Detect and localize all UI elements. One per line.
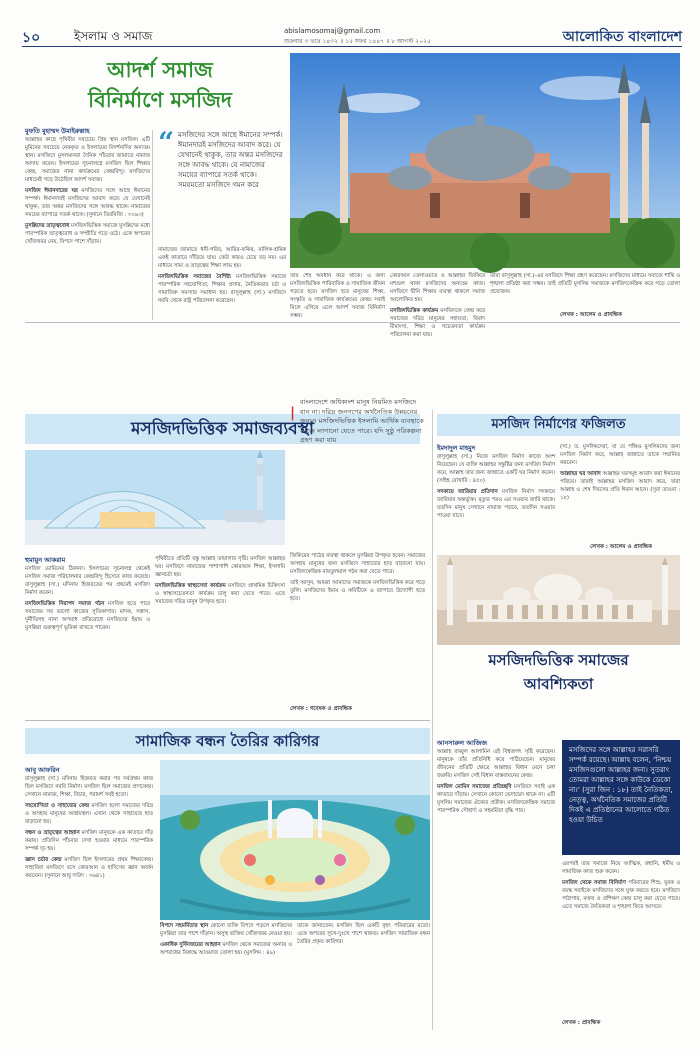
article1-col1b-text: মসজিদের সঙ্গে আছে ঈমানের সম্পর্ক। ঈমানদারই মসজিদের আবাদ করে। যে যেখানেই থাকুক, তার অন্তর মসজিদের সঙ্গে আবদ্ধ থাকে। নামাজের সময়ের ব্যাপারে সতর্ক থাকে। (সুনানে তিরমিজি : ৩০৯৩) <box>25 188 150 218</box>
quote-bar-icon: | <box>290 405 296 421</box>
white-mosque-photo <box>437 555 680 645</box>
article1-col4-text: কোরআন তেলাওয়াত ও আল্লাহর জিকিরে মশগুল থাকা মসজিদের অন্যতম কাজ। মসজিদে দ্বীনি শিক্ষার ব্যবস্থা থাকলে সমাজ আলোকিত হয়। <box>390 273 485 303</box>
article3-column-2 <box>560 443 680 543</box>
article1-col2-subhead: মসজিদভিত্তিক সমাজের বৈশিষ্ট্য <box>158 274 231 280</box>
article2-column-2 <box>155 555 285 715</box>
section-divider <box>25 322 680 323</box>
article4-column-1 <box>437 748 555 1028</box>
article4-col1-text: আল্লাহ রাব্বুল আলামিন এই বিশ্বজগৎ সৃষ্টি করেছেন। মানুষকে তাঁর প্রতিনিধি করে পাঠিয়েছেন। মানুষের জীবনের প্রতিটি ক্ষেত্রে আল্লাহর বিধান মেনে চলা জরুরি। মসজিদ সেই বিধান বাস্তবায়নের কেন্দ্র। <box>437 749 555 779</box>
article2-headline-band: মসজিদভিত্তিক সমাজব্যবস্থা <box>25 414 420 444</box>
article4-col1b-text: মসজিদে সবাই এক কাতারে দাঁড়ায়। সেখানে কোনো ভেদাভেদ থাকে না। এটি মুসলিম সমাজের ঐক্যের প্রতীক। মসজিদকেন্দ্রিক সমাজে পারস্পরিক সৌহার্দ্য ও সহমর্মিতা বৃদ্ধি পায়। <box>437 784 556 814</box>
article4-headline <box>437 648 680 698</box>
page-number: ১০ <box>22 30 41 46</box>
article1-col4-subhead: মসজিদভিত্তিক কার্যক্রম <box>390 308 439 314</box>
article5-col1-subhead: সহযোগিতা ও সাহায্যের কেন্দ্র <box>25 803 90 809</box>
article1-col4b-text: মসজিদকে কেন্দ্র করে সমাজের দরিদ্র মানুষের সহায়তা, বিবাদ মীমাংসা, শিক্ষা ও সচেতনতা কার্যক্রম পরিচালনা করা যায়। <box>390 308 485 338</box>
article2-column-1 <box>25 565 150 715</box>
article3-col2-subhead: আল্লাহর ঘর আবাদ <box>560 471 601 477</box>
article3-col2b-text: আল্লাহর ঘরসমূহ আবাদ করা ঈমানের পরিচয়। তারাই আল্লাহর মসজিদ আবাদ করে, যারা আল্লাহ ও শেষ দিবসের প্রতি ঈমান আনে। (সুরা তাওবা : ১৮) <box>560 471 681 501</box>
article2-column-3 <box>290 552 425 702</box>
article1-author: মুফতি মুহাম্মদ উমাইরুল্লাহ <box>25 127 90 135</box>
article5-col2-subhead: বিপদে সহমর্মিতার স্থান <box>160 923 209 929</box>
article2-col1-subhead: মসজিদভিত্তিক নিরাপদ সমাজ গঠন <box>25 601 105 607</box>
article4-headline-line2: আবশ্যিকতা <box>523 675 594 693</box>
article1-column-1 <box>25 136 150 258</box>
article1-column-3: তার শেষ অবধান করে থাকে। এ জন্য মসজিদভিত্তিক পারিবারিক ও সামাজিক জীবন গড়তে হবে। মসজিদ হবে মানুষের শিক্ষা, সংস্কৃতি ও সামাজিক কার্যক্রমের কেন্দ্র। সবাই মিলে এগিয়ে এলে আদর্শ সমাজ বিনির্মাণ সম্ভব। <box>290 273 385 319</box>
article1-column-2 <box>158 246 286 316</box>
article5-column-3: তাকে জানাতেন। মসজিদ ছিল একটি বৃহৎ পরিবারের মতো। একে অপরের সুখে-দুঃখে পাশে থাকত। মসজিদ সামাজিক বন্ধন তৈরির প্রকৃত কারিগর। <box>297 923 430 945</box>
page-header <box>22 25 682 47</box>
article3-column-1 <box>437 453 555 553</box>
article3-author: ইমদাদুল মাহমুদ <box>437 444 476 452</box>
article5-col1-subhead3: জ্ঞান চর্চার কেন্দ্র <box>25 857 62 863</box>
article2-author: হুমায়ুন আকরাম <box>25 556 66 564</box>
article5-col1b-text: মসজিদ হলো সমাজের দরিদ্র ও অসহায় মানুষের আশ্রয়স্থল। এখান থেকে সাহায্যের হাত বাড়ানো হয়। <box>25 803 153 825</box>
article2-col1-text: মসজিদ মোমিনের ঠিকানা। ইসলামের সূচনালগ্ন থেকেই মসজিদ সমাজ পরিচালনার কেন্দ্রবিন্দু হিসেবে কাজ করেছে। রাসুলুল্লাহ (সা.) মদিনায় হিজরতের পর প্রথমেই মসজিদ নির্মাণ করেন। <box>25 566 150 596</box>
article1-col1-subhead2: মুসল্লিদের ভ্রাতৃত্ববোধ <box>25 223 70 229</box>
article2-col1b-text: মসজিদ হতে পারে সমাজের সব ভালো কাজের সূতিকাগার। মাদক, সন্ত্রাস, দুর্নীতিসহ নানা অপরাধ প্রতিরোধে মসজিদের ইমাম ও মুসল্লিরা গুরুত্বপূর্ণ ভূমিকা রাখতে পারেন। <box>25 601 151 631</box>
article4-col1-subhead: মসজিদ মোমিন সমাজের প্রতিচ্ছবি <box>437 784 512 790</box>
column-divider <box>152 130 153 320</box>
article2-pullquote: বাংলাদেশে অধিকাংশ মানুষ নিয়মিত মসজিদে যান না। দরিদ্র জনগণের অর্থনৈতিক উন্নয়নের জন্যও মসজিদভিত্তিক ইসলামি আর্থিক ব্যবস্থাকে কাজে লাগানো যেতে পারে। যদি সুষ্ঠু পরিকল্পনা গ্রহণ করা যায় <box>300 398 424 444</box>
article4-col2b-text: পরিবারের শিশু, যুবক ও বয়স্ক সবাইকে মসজিদের সঙ্গে যুক্ত করতে হবে। মসজিদে পাঠাগার, মক্তব ও প্রশিক্ষণ কেন্দ্র চালু করা যেতে পারে। এতে সমাজে নৈতিকতা ও শৃঙ্খলা ফিরে আসবে। <box>562 880 681 910</box>
island-mosque-photo <box>160 760 430 920</box>
article2-col3-text: জিকিরের পাঠের ব্যবস্থা থাকলে মুসল্লিরা উপকৃত হবেন। সমাজের অসহায় মানুষের জন্য মসজিদে সাহায্যের হাত বাড়ানো যায়। মসজিদকেন্দ্রিক বায়তুলমাল গঠন করা যেতে পারে। <box>290 553 425 575</box>
article2-col2-subhead: মসজিদভিত্তিক স্বাস্থ্যসেবা কার্যক্রম <box>155 583 226 589</box>
article1-col1-subhead: মসজিদ ঈমানদারের ঘর <box>25 188 78 194</box>
article5-col2-subhead2: একাধিক দুর্বিনজয়ের আহ্বান <box>160 942 221 948</box>
article5-headline-band: সামাজিক বন্ধন তৈরির কারিগর <box>25 728 430 754</box>
article5-col2c-text: মসজিদ থেকে সমাজের অন্যায় ও অপরাধের বিরুদ্ধে আওয়াজ তোলা হয়। (মুসলিম : ৪৯) <box>160 942 293 956</box>
article5-column-1 <box>25 775 153 1030</box>
article1-headline-line2: বিনির্মাণে মসজিদ <box>88 87 232 112</box>
article1-col1c-text: মসজিদভিত্তিক সমাজে মুসল্লিদের মধ্যে পারস্পরিক ভ্রাতৃত্ববোধ ও সম্প্রীতি গড়ে ওঠে। একে অপরের খোঁজখবর নেয়, বিপদে পাশে দাঁড়ায়। <box>25 223 150 245</box>
article4-col2-subhead: মসজিদ থেকে সমাজ বিনির্মাণ <box>562 880 626 886</box>
article4-headline-line1: মসজিদভিত্তিক সমাজের <box>488 651 629 669</box>
article2-col2b-text: মসজিদে প্রাথমিক চিকিৎসা ও স্বাস্থ্যসচেতনতা কার্যক্রম চালু করা যেতে পারে। এতে সমাজের দরিদ্র মানুষ উপকৃত হবে। <box>155 583 285 605</box>
article1-pullquote: মসজিদের সঙ্গে আছে ঈমানের সম্পর্ক। ঈমানদারই মসজিদের আবাদ করে। যে যেখানেই থাকুক, তার অন্তর মসজিদের সঙ্গে আবদ্ধ থাকে। যে নামাজের সময়ের ব্যাপারে সতর্ক থাকে। সময়মতো মসজিদে গমন করে <box>178 131 283 189</box>
article3-writer: লেখক : আলেম ও প্রাবন্ধিক <box>590 544 653 550</box>
section-divider <box>25 720 430 721</box>
section-email[interactable]: abislamosomaj@gmail.com <box>284 27 381 35</box>
dateline: শুক্রবার ৩ ভাদ্র ১৪৩২ ॥ ১৫ সফর ১৪৪৭ ॥ ৮ আগস্ট ২০২৫ <box>284 38 431 45</box>
article4-col2-text: এরপরই তার সমাজে নিয়ে আত্মিক, রুহানি, ধর্মীয় ও সামাজিক কাজ শুরু করেন। <box>562 861 680 875</box>
article5-author: আবু আফরিন <box>25 766 60 774</box>
column-divider <box>432 410 433 1030</box>
hagia-sophia-photo <box>290 53 680 268</box>
article5-col1d-text: মসজিদ ছিল ইসলামের প্রথম শিক্ষাকেন্দ্র। সাহাবিরা মসজিদে বসে কোরআন ও হাদিসের জ্ঞান অর্জন করতেন। (সুনানে আবু দাউদ : ৩৬৪১) <box>25 857 154 879</box>
article4-column-2 <box>562 860 680 1025</box>
newspaper-logo: আলোকিত বাংলাদেশ <box>562 29 682 45</box>
article1-col2b-text: মসজিদভিত্তিক সমাজে পারস্পরিক সহযোগিতা, শিক্ষার প্রসার, নৈতিকতার চর্চা ও সামাজিক সমস্যার সমাধান হয়। রাসুলুল্লাহ (সা.) মসজিদে নববি থেকে রাষ্ট্র পরিচালনা করেছেন। <box>158 274 286 304</box>
article5-col2b-text: কোনো ব্যক্তি বিপদে পড়লে মসজিদের মুসল্লিরা তার পাশে দাঁড়ান। অসুস্থ ব্যক্তির খোঁজখবর নেওয়া হয়। <box>160 923 293 937</box>
article1-writer: লেখক : আলেম ও প্রাবন্ধিক <box>560 312 623 318</box>
article4-writer: লেখক : প্রাবন্ধিক <box>562 1020 601 1026</box>
article3-col1b-text: মসজিদ নির্মাণ সদকায়ে জারিয়ার অন্তর্ভুক্ত। মৃত্যুর পরও এর সওয়াব জারি থাকে। যতদিন মানুষ সেখানে নামাজ পড়বে, ততদিন সওয়াব পাওয়া যাবে। <box>437 489 555 519</box>
article5-col1c-text: মসজিদ মানুষকে এক কাতারে দাঁড় করায়। প্রতিদিন পাঁচবার দেখা হওয়ার মাধ্যমে পারস্পরিক সম্পর্ক দৃঢ় হয়। <box>25 830 153 852</box>
article5-column-2 <box>160 922 292 1027</box>
article1-col2-text: নামাজের জামাতে ধনী-গরিব, আমির-ফকির, মালিক-শ্রমিক একই কাতারে দাঁড়িয়ে যায়। কেউ কারও চেয়ে বড় নয়। এর মাধ্যমে সাম্য ও ভ্রাতৃত্বের শিক্ষা লাভ হয়। <box>158 247 286 269</box>
article5-col1-text: রাসুলুল্লাহ (সা.) মদিনায় হিজরত করার পর সর্বপ্রথম কাজ ছিল মসজিদে নববি নির্মাণ। মসজিদ ছিল সমাজের প্রাণকেন্দ্র। সেখানে নামাজ, শিক্ষা, বিচার, পরামর্শ সবই হতো। <box>25 776 153 798</box>
article3-col1-subhead: সদকায়ে জারিয়ার প্রতিদান <box>437 489 498 495</box>
article1-headline-line1: আদর্শ সমাজ <box>107 57 213 82</box>
article4-author: আনসারুল আজিজ <box>437 739 487 747</box>
article1-column-4 <box>390 272 485 338</box>
section-title: ইসলাম ও সমাজ <box>74 29 153 43</box>
article3-col1-text: রাসুলুল্লাহ (সা.) নিজে মসজিদ নির্মাণ কাজে অংশ নিয়েছেন। যে ব্যক্তি আল্লাহর সন্তুষ্টির জন্য মসজিদ নির্মাণ করে, আল্লাহ তার জন্য জান্নাতে একটি ঘর নির্মাণ করেন। (সহিহ বোখারি : ৪৫০) <box>437 454 555 484</box>
article4-callout: মসজিদের সঙ্গে আল্লাহর সরাসরি সম্পর্ক রয়েছে। আল্লাহ বলেন, ‘নিশ্চয় মসজিদগুলো আল্লাহর জন্য। সুতরাং তোমরা আল্লাহর সঙ্গে কাউকে ডেকো না।’ (সুরা জিন : ১৮) তাই নৈতিকতা, নেতৃত্ব, অর্থনৈতিক সমাজের প্রতিটি দিকই এ প্রতিষ্ঠানের আলোতে গঠিত হওয়া উচিত <box>562 740 680 855</box>
article1-col1-text: আল্লাহর কাছে পৃথিবীর সবচেয়ে প্রিয় স্থান মসজিদ। এটি মুমিনের সবচেয়ে নেককৃত ও ইসলামের নিদর্শনাদির অন্যতম স্থান। মসজিদে মুসলমানরা দৈনিক পাঁচবার জামাতে নামাজ আদায় করেন। ইসলামের সূচনালগ্নে মসজিদ ছিল শিক্ষার কেন্দ্র, সমাজের নানা কার্যক্রমের কেন্দ্রবিন্দু। মসজিদের মাধ্যমেই গড়ে উঠেছিল আদর্শ সমাজ। <box>25 137 150 183</box>
article2-col3b-text: তাই আসুন, আমরা আমাদের সমাজকে মসজিদভিত্তিক করে গড়ে তুলি। মসজিদের ইমাম ও কমিটিকে এ ব্যাপারে উদ্যোগী হতে হবে। <box>290 580 425 602</box>
article3-col2-text: (সা.) ত. মুসলিমদেরা, যা যে পক্ষিও মুসলিমদের জন্য মসজিদ নির্মাণ করে, আল্লাহ জান্নাতে তাকে সম্মানিত করবেন। <box>560 444 680 466</box>
article2-col2-text: পৃথিবীতে প্রতিটি বস্তু আল্লাহ তায়ালার সৃষ্টি। মসজিদ আল্লাহর ঘর। মসজিদে নামাজের পাশাপাশি কোরআন শিক্ষা, ইসলামি জ্ঞানচর্চা হয়। <box>155 556 285 578</box>
article1-headline <box>40 55 280 115</box>
article5-col1-subhead2: বন্ধন ও ভ্রাতৃত্বের আহ্বান <box>25 830 80 836</box>
article2-writer: লেখক : গবেষক ও প্রাবন্ধিক <box>290 706 352 712</box>
quote-mark-icon: “ <box>158 126 175 159</box>
article1-column-5: তারা রাসুলুল্লাহ (সা.)-এর মসজিদে শিক্ষা গ্রহণ করেছেন। মসজিদের মাধ্যমে সমাজে শান্তি ও শৃঙ্খলা প্রতিষ্ঠা করা সম্ভব। তাই প্রতিটি মুসলিম সমাজকে মসজিদকেন্দ্রিক করে গড়ে তোলা প্রয়োজন। <box>490 273 680 295</box>
article3-headline-band: মসজিদ নির্মাণের ফজিলত <box>437 414 680 436</box>
dome-mosque-photo <box>25 450 285 545</box>
